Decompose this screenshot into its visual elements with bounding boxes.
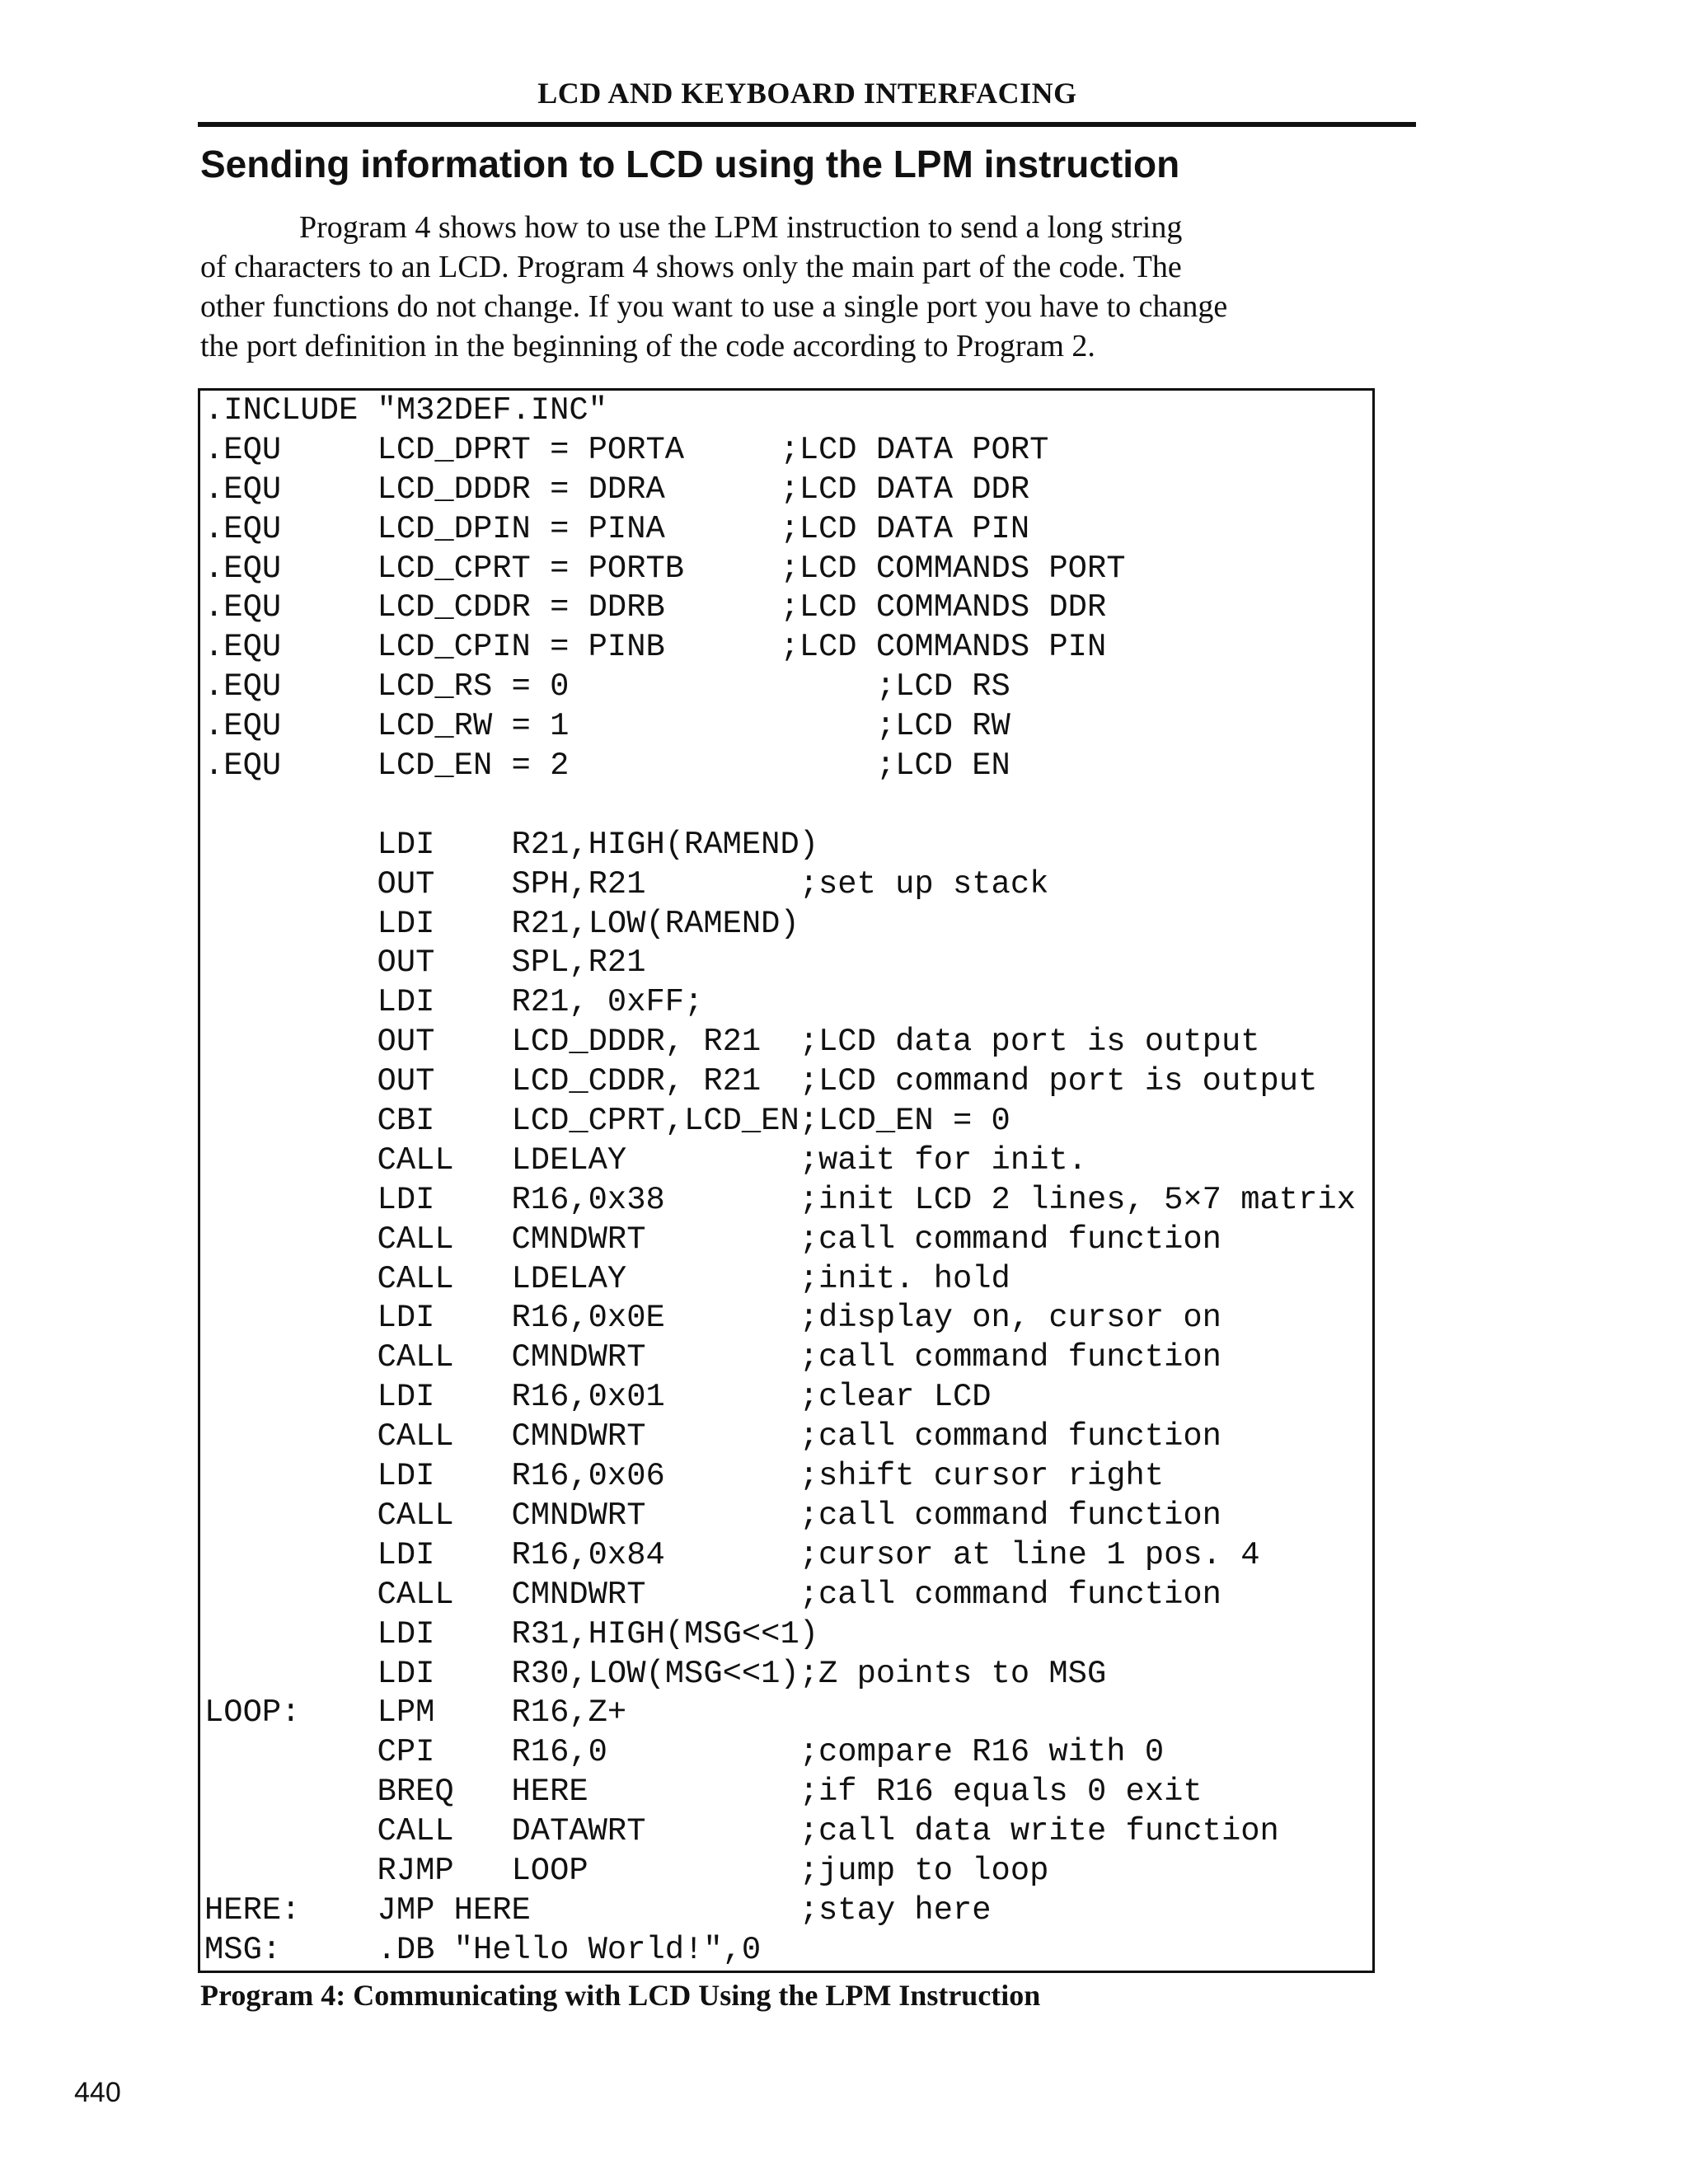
code-line: BREQ HERE ;if R16 equals 0 exit (204, 1774, 1203, 1811)
code-listing-box (198, 388, 1375, 1973)
code-line: LDI R16,0x06 ;shift cursor right (204, 1458, 1165, 1495)
code-line: LDI R21, 0xFF; (204, 984, 704, 1021)
intro-paragraph (200, 208, 1313, 366)
code-line: CALL CMNDWRT ;call command function (204, 1221, 1221, 1258)
code-listing (204, 391, 1356, 1971)
code-line: LDI R16,0x84 ;cursor at line 1 pos. 4 (204, 1536, 1260, 1573)
code-line: OUT LCD_DDDR, R21 ;LCD data port is output (204, 1024, 1260, 1061)
code-line: .EQU LCD_EN = 2 ;LCD EN (204, 748, 1010, 785)
intro-line: other functions do not change. If you want to use a single port you have to change (200, 289, 1228, 324)
code-line: CALL LDELAY ;wait for init. (204, 1141, 1087, 1179)
code-line: LDI R16,0x0E ;display on, cursor on (204, 1300, 1221, 1337)
code-line: CPI R16,0 ;compare R16 with 0 (204, 1734, 1165, 1771)
code-line: .INCLUDE "M32DEF.INC" (204, 392, 607, 429)
intro-line: the port definition in the beginning of the code according to Program 2. (200, 329, 1095, 363)
code-line: LDI R16,0x38 ;init LCD 2 lines, 5×7 matrix (204, 1181, 1356, 1218)
program-caption: Program 4: Communicating with LCD Using the LPM Instruction (200, 1979, 1041, 2012)
header-rule (198, 122, 1416, 127)
section-title: Sending information to LCD using the LPM instruction (200, 143, 1180, 185)
code-line: LDI R16,0x01 ;clear LCD (204, 1379, 992, 1416)
code-line: HERE: JMP HERE ;stay here (204, 1891, 992, 1929)
code-line: .EQU LCD_CPRT = PORTB ;LCD COMMANDS PORT (204, 550, 1126, 587)
code-line: MSG: .DB "Hello World!",0 (204, 1931, 762, 1968)
code-line: CALL CMNDWRT ;call command function (204, 1576, 1221, 1613)
page-number: 440 (74, 2077, 121, 2108)
running-head: LCD AND KEYBOARD INTERFACING (537, 77, 1077, 110)
code-line: CBI LCD_CPRT,LCD_EN;LCD_EN = 0 (204, 1103, 1010, 1140)
code-line: LDI R30,LOW(MSG<<1);Z points to MSG (204, 1655, 1107, 1692)
code-line: CALL CMNDWRT ;call command function (204, 1418, 1221, 1455)
intro-line: of characters to an LCD. Program 4 shows only the main part of the code. The (200, 250, 1182, 284)
code-line: LDI R31,HIGH(MSG<<1) (204, 1615, 819, 1652)
code-line (204, 786, 1356, 826)
code-line: OUT SPL,R21 (204, 944, 646, 982)
code-line: CALL CMNDWRT ;call command function (204, 1497, 1221, 1534)
code-line: .EQU LCD_RW = 1 ;LCD RW (204, 708, 1010, 745)
code-line: OUT LCD_CDDR, R21 ;LCD command port is output (204, 1063, 1318, 1100)
code-line: LOOP: LPM R16,Z+ (204, 1694, 627, 1732)
code-line: LDI R21,HIGH(RAMEND) (204, 826, 819, 863)
code-line: RJMP LOOP ;jump to loop (204, 1852, 1049, 1889)
intro-line: Program 4 shows how to use the LPM instruction to send a long string (299, 210, 1183, 245)
code-line: .EQU LCD_CDDR = DDRB ;LCD COMMANDS DDR (204, 589, 1107, 626)
code-line: CALL DATAWRT ;call data write function (204, 1813, 1279, 1850)
code-line: CALL LDELAY ;init. hold (204, 1260, 1010, 1297)
code-line: LDI R21,LOW(RAMEND) (204, 905, 799, 942)
code-line: .EQU LCD_DDDR = DDRA ;LCD DATA DDR (204, 471, 1030, 508)
code-line: .EQU LCD_DPRT = PORTA ;LCD DATA PORT (204, 431, 1049, 468)
code-line: .EQU LCD_DPIN = PINA ;LCD DATA PIN (204, 510, 1030, 547)
code-line: OUT SPH,R21 ;set up stack (204, 865, 1049, 902)
code-line: CALL CMNDWRT ;call command function (204, 1339, 1221, 1376)
code-line: .EQU LCD_RS = 0 ;LCD RS (204, 668, 1010, 705)
code-line: .EQU LCD_CPIN = PINB ;LCD COMMANDS PIN (204, 629, 1107, 666)
